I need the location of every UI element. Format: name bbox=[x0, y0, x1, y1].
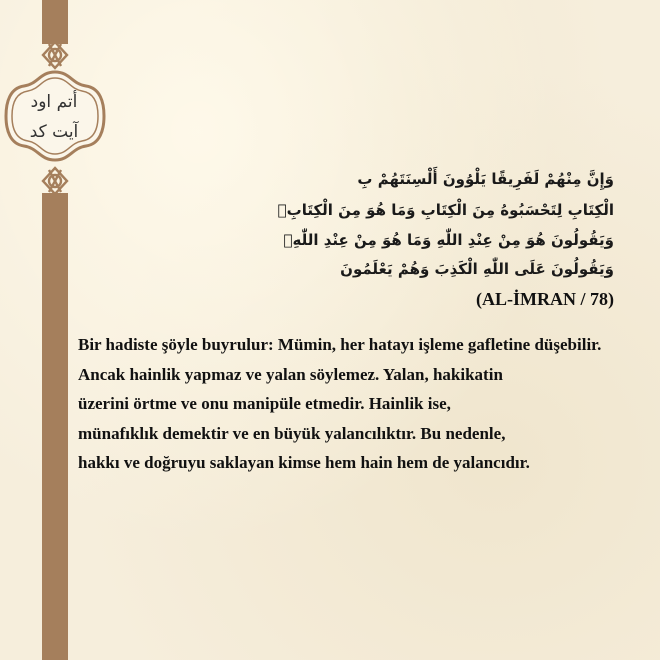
verse-line-4: وَيَقُولُونَ عَلَى اللّٰهِ الْكَذِبَ وَهُمْ يَعْلَمُونَ bbox=[340, 260, 614, 278]
body-line-3: üzerini örtme ve onu manipüle etmedir. Hainlik ise, bbox=[78, 394, 451, 413]
verse-line-1: وَإِنَّ مِنْهُمْ لَفَرِيقًا يَلْوُونَ أَلْسِنَتَهُمْ بِ bbox=[357, 170, 614, 188]
body-text bbox=[78, 330, 656, 478]
medallion-frame-icon bbox=[0, 66, 110, 166]
verse-reference: (AL-İMRAN / 78) bbox=[476, 289, 614, 309]
body-line-2: Ancak hainlik yapmaz ve yalan söylemez. Yalan, hakikatin bbox=[78, 364, 503, 384]
medallion-text-line1: أتم اود bbox=[30, 92, 78, 112]
vertical-bar-bottom bbox=[42, 193, 68, 660]
body-line-5: hakkı ve doğruyu saklayan kimse hem hain hem de yalancıdır. bbox=[78, 453, 530, 472]
body-line-1: Bir hadiste şöyle buyrulur: Mümin, her hatayı işleme gafletine düşebilir. bbox=[78, 335, 602, 354]
verse-line-2: الْكِتَابِ لِتَحْسَبُوهُ مِنَ الْكِتَابِ وَمَا هُوَ مِنَ الْكِتَابِۚ bbox=[277, 201, 614, 219]
medallion-text-line2: آيت كد bbox=[29, 122, 79, 142]
body-line-4: münafıklık demektir ve en büyük yalancılıktır. Bu nedenle, bbox=[78, 423, 506, 443]
knot-ornament-bottom-icon bbox=[40, 166, 70, 196]
vertical-bar-top bbox=[42, 0, 68, 44]
verse-line-3: وَيَقُولُونَ هُوَ مِنْ عِنْدِ اللّٰهِ وَمَا هُوَ مِنْ عِنْدِ اللّٰهِۚ bbox=[283, 231, 614, 249]
